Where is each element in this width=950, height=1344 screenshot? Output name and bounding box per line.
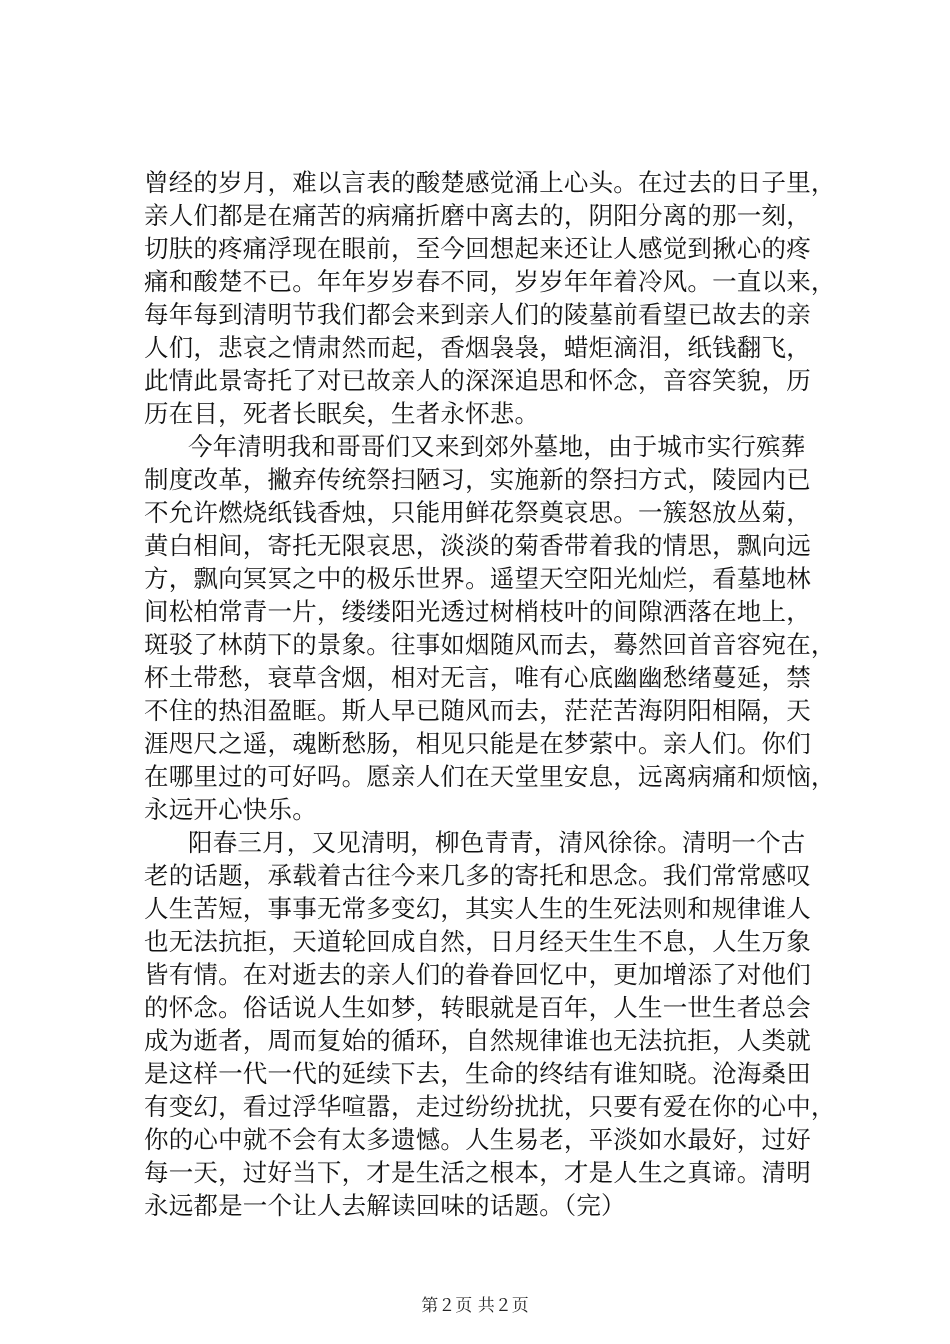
text-line: 间松柏常青一片，缕缕阳光透过树梢枝叶的间隙洒落在地上， [144, 597, 811, 626]
text-line: 皆有情。在对逝去的亲人们的眷眷回忆中，更加增添了对他们 [144, 960, 811, 989]
text-line: 是这样一代一代的延续下去，生命的终结有谁知晓。沧海桑田 [144, 1059, 811, 1088]
page-number-footer: 第２页 共２页 [421, 1296, 529, 1316]
text-line: 你的心中就不会有太多遗憾。人生易老，平淡如水最好，过好 [144, 1125, 811, 1154]
text-line: 永远开心快乐。 [144, 795, 317, 824]
text-line: 在哪里过的可好吗。愿亲人们在天堂里安息，远离病痛和烦恼， [144, 762, 836, 791]
text-line: 涯咫尺之遥，魂断愁肠，相见只能是在梦萦中。亲人们。你们 [144, 729, 811, 758]
text-line: 历在目，死者长眠矣，生者永怀悲。 [144, 399, 540, 428]
text-line: 有变幻，看过浮华喧嚣，走过纷纷扰扰，只要有爱在你的心中， [144, 1092, 836, 1121]
text-line: 痛和酸楚不已。年年岁岁春不同，岁岁年年着冷风。一直以来， [144, 267, 836, 296]
text-line: 方，飘向冥冥之中的极乐世界。遥望天空阳光灿烂，看墓地林 [144, 564, 811, 593]
text-line: 不住的热泪盈眶。斯人早已随风而去，茫茫苦海阴阳相隔，天 [144, 696, 811, 725]
text-line: 人们，悲哀之情肃然而起，香烟袅袅，蜡炬滴泪，纸钱翻飞， [144, 333, 811, 362]
text-line: 人生苦短，事事无常多变幻，其实人生的生死法则和规律谁人 [144, 894, 811, 923]
text-line: 也无法抗拒，天道轮回成自然，日月经天生生不息，人生万象 [144, 927, 811, 956]
text-line: 杯土带愁，衰草含烟，相对无言，唯有心底幽幽愁绪蔓延，禁 [144, 663, 811, 692]
text-line: 亲人们都是在痛苦的病痛折磨中离去的，阴阳分离的那一刻， [144, 201, 811, 230]
paragraph-start-line: 今年清明我和哥哥们又来到郊外墓地，由于城市实行殡葬 [188, 432, 806, 461]
text-line: 切肤的疼痛浮现在眼前，至今回想起来还让人感觉到揪心的疼 [144, 234, 811, 263]
text-line: 永远都是一个让人去解读回味的话题。（完） [144, 1191, 626, 1220]
text-line: 每年每到清明节我们都会来到亲人们的陵墓前看望已故去的亲 [144, 300, 811, 329]
text-line: 老的话题，承载着古往今来几多的寄托和思念。我们常常感叹 [144, 861, 811, 890]
text-line: 斑驳了林荫下的景象。往事如烟随风而去，蓦然回首音容宛在， [144, 630, 836, 659]
text-line: 成为逝者，周而复始的循环，自然规律谁也无法抗拒，人类就 [144, 1026, 811, 1055]
text-line: 不允许燃烧纸钱香烛，只能用鲜花祭奠哀思。一簇怒放丛菊， [144, 498, 811, 527]
document-body [144, 166, 834, 1222]
paragraph-start-line: 阳春三月，又见清明，柳色青青，清风徐徐。清明一个古 [188, 828, 806, 857]
text-line: 此情此景寄托了对已故亲人的深深追思和怀念，音容笑貌，历 [144, 366, 811, 395]
text-line: 每一天，过好当下，才是生活之根本，才是人生之真谛。清明 [144, 1158, 811, 1187]
text-line: 的怀念。俗话说人生如梦，转眼就是百年，人生一世生者总会 [144, 993, 811, 1022]
text-line: 曾经的岁月，难以言表的酸楚感觉涌上心头。在过去的日子里， [144, 168, 836, 197]
text-line: 制度改革，撇弃传统祭扫陋习，实施新的祭扫方式，陵园内已 [144, 465, 811, 494]
text-line: 黄白相间，寄托无限哀思，淡淡的菊香带着我的情思，飘向远 [144, 531, 811, 560]
